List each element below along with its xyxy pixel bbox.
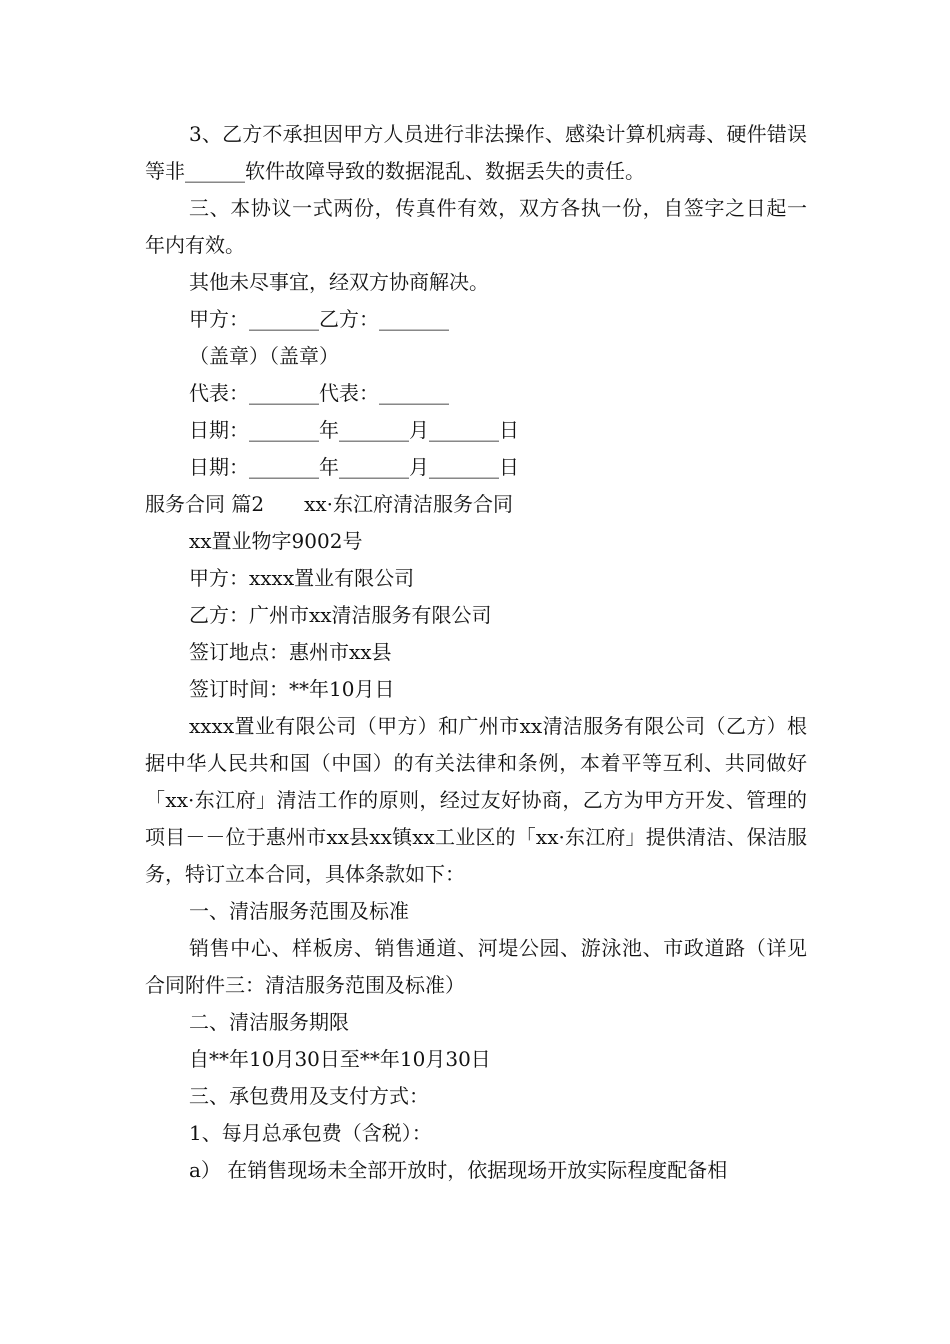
date-line: 日期：_______年_______月_______日 <box>189 418 519 442</box>
contract-number: xx置业物字9002号 <box>189 529 363 553</box>
representative-line: 代表：_______代表：_______ <box>189 381 449 405</box>
signing-time: 签订时间：**年10月日 <box>189 677 395 701</box>
party-b: 乙方：广州市xx清洁服务有限公司 <box>189 603 492 627</box>
date-line: 日期：_______年_______月_______日 <box>189 455 519 479</box>
section-heading-fees: 三、承包费用及支付方式： <box>189 1084 429 1108</box>
fee-item-1: 1、每月总承包费（含税）： <box>189 1121 432 1145</box>
party-a: 甲方：xxxx置业有限公司 <box>189 566 415 590</box>
signing-location: 签订地点：惠州市xx县 <box>189 640 392 664</box>
clause-agreement-copies: 三、本协议一式两份，传真件有效，双方各执一份，自签字之日起一年内有效。 <box>145 196 807 257</box>
scope-text: 销售中心、样板房、销售通道、河堤公园、游泳池、市政道路（详见合同附件三：清洁服务范围及标准） <box>145 936 807 997</box>
fee-item-a: a） 在销售现场未全部开放时，依据现场开放实际程度配备相 <box>189 1158 728 1182</box>
clause-3-liability: 3、乙方不承担因甲方人员进行非法操作、感染计算机病毒、硬件错误等非______软件故障导致的数据混乱、数据丢失的责任。 <box>145 122 807 183</box>
section-heading-term: 二、清洁服务期限 <box>189 1010 349 1034</box>
other-matters: 其他未尽事宜，经双方协商解决。 <box>189 270 489 294</box>
document-body <box>145 116 807 1189</box>
seal-line: （盖章）（盖章） <box>189 344 339 368</box>
party-signature-line: 甲方：_______乙方：_______ <box>189 307 449 331</box>
section-heading-scope: 一、清洁服务范围及标准 <box>189 899 409 923</box>
term-text: 自**年10月30日至**年10月30日 <box>189 1047 491 1071</box>
contract-title: 服务合同 篇2 xx·东江府清洁服务合同 <box>145 492 513 516</box>
preamble: xxxx置业有限公司（甲方）和广州市xx清洁服务有限公司（乙方）根据中华人民共和国（中国）的有关法律和条例，本着平等互利、共同做好「xx·东江府」清洁工作的原则，经过友好协商，乙方为甲方开发、管理的项目－－位于惠州市xx县xx镇xx工业区的「xx·东江府」提供清洁、保洁服务，特订立本合同，具体条款如下： <box>145 714 807 886</box>
